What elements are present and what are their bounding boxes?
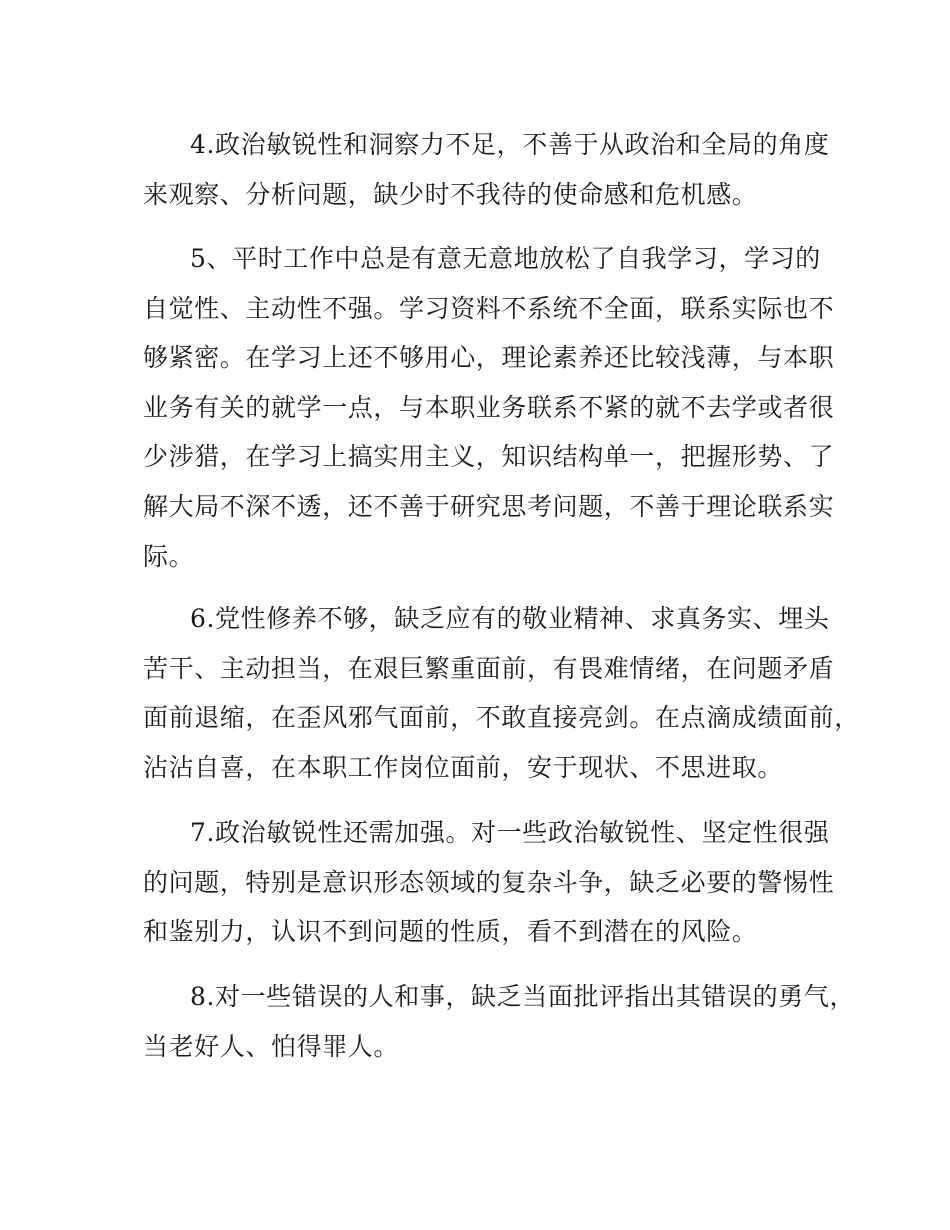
text-line: 够紧密。在学习上还不够用心，理论素养还比较浅薄，与本职 bbox=[143, 343, 835, 373]
paragraph-4 bbox=[143, 120, 830, 219]
text-line: 7.政治敏锐性还需加强。对一些政治敏锐性、坚定性很强 bbox=[190, 818, 830, 847]
paragraph-5 bbox=[143, 234, 835, 581]
paragraph-6 bbox=[143, 594, 860, 792]
text-line: 5、平时工作中总是有意无意地放松了自我学习，学习的 bbox=[190, 244, 821, 273]
text-line: 和鉴别力，认识不到问题的性质，看不到潜在的风险。 bbox=[143, 917, 758, 947]
text-line: 沾沾自喜，在本职工作岗位面前，安于现状、不思进取。 bbox=[143, 752, 784, 782]
text-line: 际。 bbox=[143, 541, 195, 571]
text-line: 苦干、主动担当，在艰巨繁重面前，有畏难情绪，在问题矛盾 bbox=[143, 653, 835, 683]
text-line: 业务有关的就学一点，与本职业务联系不紧的就不去学或者很 bbox=[143, 392, 835, 422]
text-line: 自觉性、主动性不强。学习资料不系统不全面，联系实际也不 bbox=[143, 293, 835, 323]
text-line: 解大局不深不透，还不善于研究思考问题，不善于理论联系实 bbox=[143, 491, 835, 521]
text-line: 的问题，特别是意识形态领域的复杂斗争，缺乏必要的警惕性 bbox=[143, 867, 835, 897]
text-line: 8.对一些错误的人和事，缺乏当面批评指出其错误的勇气， bbox=[190, 982, 856, 1011]
text-line: 6.党性修养不够，缺乏应有的敬业精神、求真务实、埋头 bbox=[190, 604, 830, 633]
paragraph-7 bbox=[143, 808, 835, 957]
text-line: 少涉猎，在学习上搞实用主义，知识结构单一，把握形势、了 bbox=[143, 442, 835, 472]
paragraph-8 bbox=[143, 972, 856, 1071]
text-line: 来观察、分析问题，缺少时不我待的使命感和危机感。 bbox=[143, 179, 758, 209]
text-line: 4.政治敏锐性和洞察力不足，不善于从政治和全局的角度 bbox=[190, 130, 830, 159]
text-line: 面前退缩，在歪风邪气面前，不敢直接亮剑。在点滴成绩面前， bbox=[143, 703, 860, 733]
text-line: 当老好人、怕得罪人。 bbox=[143, 1031, 400, 1061]
